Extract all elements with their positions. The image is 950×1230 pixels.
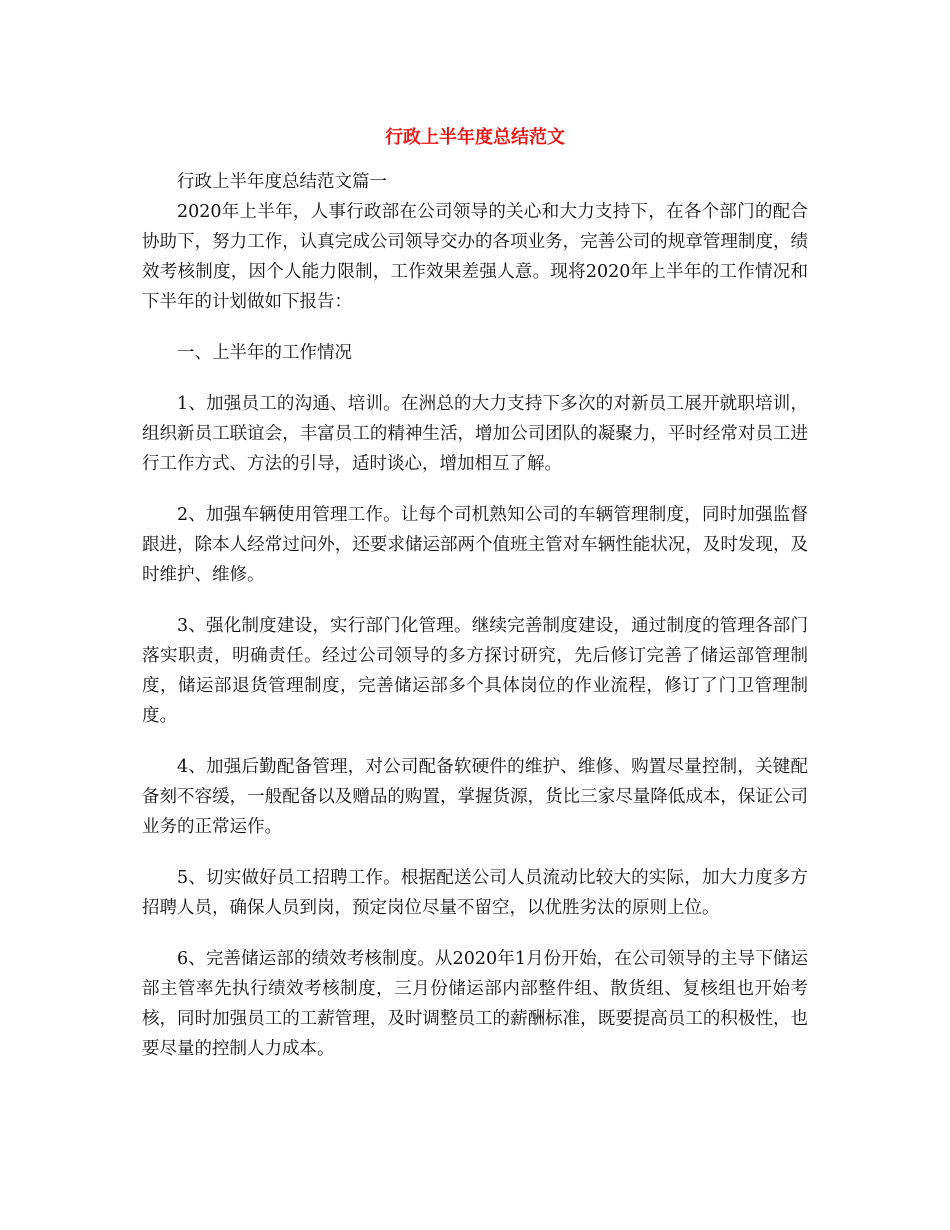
document-body [142, 167, 808, 1064]
body-paragraph: 6、完善储运部的绩效考核制度。从2020年1月份开始，在公司领导的主导下储运部主管率先执行绩效考核制度，三月份储运部内部整件组、散货组、复核组也开始考核，同时加强员工的工薪管理，及时调整员工的薪酬标准，既要提高员工的积极性，也要尽量的控制人力成本。 [142, 949, 808, 1059]
body-paragraph: 2、加强车辆使用管理工作。让每个司机熟知公司的车辆管理制度，同时加强监督跟进，除本人经常过问外，还要求储运部两个值班主管对车辆性能状况，及时发现，及时维护、维修。 [142, 505, 808, 585]
section-heading: 一、上半年的工作情况 [177, 343, 352, 363]
body-paragraph: 1、加强员工的沟通、培训。在洲总的大力支持下多次的对新员工展开就职培训，组织新员工联谊会，丰富员工的精神生活，增加公司团队的凝聚力，平时经常对员工进行工作方式、方法的引导，适时谈心，增加相互了解。 [142, 394, 808, 474]
body-paragraph: 3、强化制度建设，实行部门化管理。继续完善制度建设，通过制度的管理各部门落实职责，明确责任。经过公司领导的多方探讨研究，先后修订完善了储运部管理制度，储运部退货管理制度，完善储运部多个具体岗位的作业流程，修订了门卫管理制度。 [142, 616, 808, 726]
body-paragraph: 5、切实做好员工招聘工作。根据配送公司人员流动比较大的实际，加大力度多方招聘人员，确保人员到岗，预定岗位尽量不留空，以优胜劣汰的原则上位。 [142, 868, 808, 918]
intro-paragraph: 2020年上半年，人事行政部在公司领导的关心和大力支持下，在各个部门的配合协助下，努力工作，认真完成公司领导交办的各项业务，完善公司的规章管理制度，绩效考核制度，因个人能力限制，工作效果差强人意。现将2020年上半年的工作情况和下半年的计划做如下报告： [142, 202, 808, 312]
document-title: 行政上半年度总结范文 [385, 127, 565, 148]
section-subtitle: 行政上半年度总结范文篇一 [177, 172, 387, 192]
body-paragraph: 4、加强后勤配备管理，对公司配备软硬件的维护、维修、购置尽量控制，关键配备刻不容缓，一般配备以及赠品的购置，掌握货源，货比三家尽量降低成本，保证公司业务的正常运作。 [142, 757, 808, 837]
